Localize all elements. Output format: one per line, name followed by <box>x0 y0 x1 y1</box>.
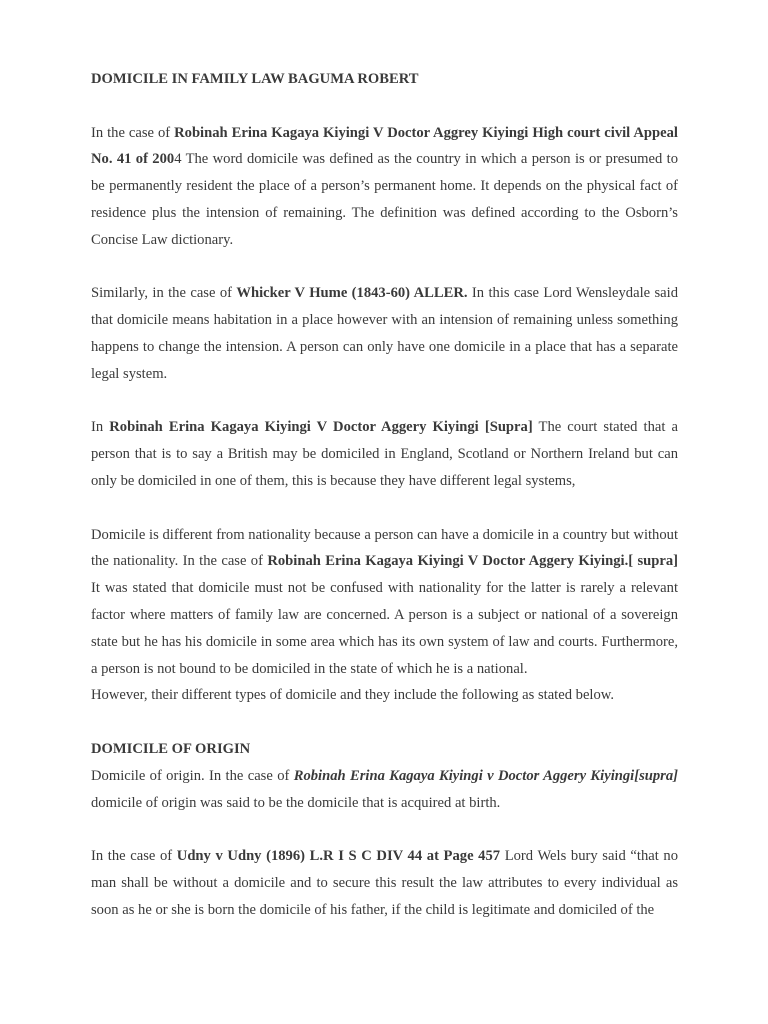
paragraph-udny <box>91 843 678 923</box>
paragraph-text: In the case of <box>91 848 177 865</box>
case-citation: Udny v Udny (1896) L.R I S C DIV 44 at Page 457 <box>176 848 501 865</box>
paragraph-nationality <box>91 522 678 683</box>
spacer <box>91 93 678 120</box>
paragraph-text: The court stated that a person that is to say a British may be domiciled in England, Scotland or Northern Ireland but can only be domiciled in one of them, this is because they have different legal systems, <box>91 419 678 489</box>
section-heading: DOMICILE OF ORIGIN <box>91 740 251 757</box>
spacer <box>91 388 678 415</box>
paragraph-origin <box>91 763 678 817</box>
paragraph-text: domicile of origin was said to be the domicile that is acquired at birth. <box>91 794 501 811</box>
paragraph-text: Domicile of origin. In the case of <box>91 767 294 784</box>
paragraph-types: However, their different types of domicile and they include the following as stated below. <box>91 687 615 704</box>
case-citation: Robinah Erina Kagaya Kiyingi V Doctor Aggrey Kiyingi High court civil Appeal No. 41 of 200 <box>91 124 678 168</box>
paragraph-whicker <box>91 280 678 387</box>
paragraph-text: Lord Wels bury said “that no man shall be without a domicile and to secure this result the law attributes to every individual as soon as he or she is born the domicile of his father, if the child is legitimate and domiciled of the <box>91 848 678 918</box>
spacer <box>91 816 678 843</box>
case-citation: Robinah Erina Kagaya Kiyingi V Doctor Aggery Kiyingi.[ supra] <box>267 553 678 570</box>
spacer <box>91 495 678 522</box>
case-citation: Robinah Erina Kagaya Kiyingi V Doctor Aggery Kiyingi [Supra] <box>109 419 533 436</box>
case-citation: Robinah Erina Kagaya Kiyingi v Doctor Aggery Kiyingi[supra] <box>293 767 679 784</box>
spacer <box>91 709 678 736</box>
paragraph-supra <box>91 414 678 494</box>
paragraph-text: 4 The word domicile was defined as the country in which a person is or presumed to be permanently resident the place of a person’s permanent home. It depends on the physical fact of residence plus the intension of remaining. The definition was defined according to the Osborn’s Concise Law dictionary. <box>91 151 678 248</box>
paragraph-text: In this case Lord Wensleydale said that domicile means habitation in a place however with an intension of remaining unless something happens to change the intension. A person can only have one domicile in a place that has a separate legal system. <box>91 285 678 382</box>
paragraph-text: In <box>91 419 110 436</box>
paragraph-text: In the case of <box>91 124 175 141</box>
document-title: DOMICILE IN FAMILY LAW BAGUMA ROBERT <box>91 71 419 87</box>
paragraph-text: It was stated that domicile must not be confused with nationality for the latter is rarely a relevant factor where matters of family law are concerned. A person is a subject or national of a sovereign state but he has his domicile in some area which has its own system of law and courts. Furthermore, a person is not bound to be domiciled in the state of which he is a national. <box>91 580 678 677</box>
paragraph-text: Domicile is different from nationality because a person can have a domicile in a country but without the nationality. In the case of <box>91 526 678 570</box>
spacer <box>91 254 678 281</box>
document-page <box>91 66 678 924</box>
case-citation: Whicker V Hume (1843-60) ALLER. <box>236 285 468 302</box>
paragraph-text: Similarly, in the case of <box>91 285 237 302</box>
paragraph-definition <box>91 120 678 254</box>
